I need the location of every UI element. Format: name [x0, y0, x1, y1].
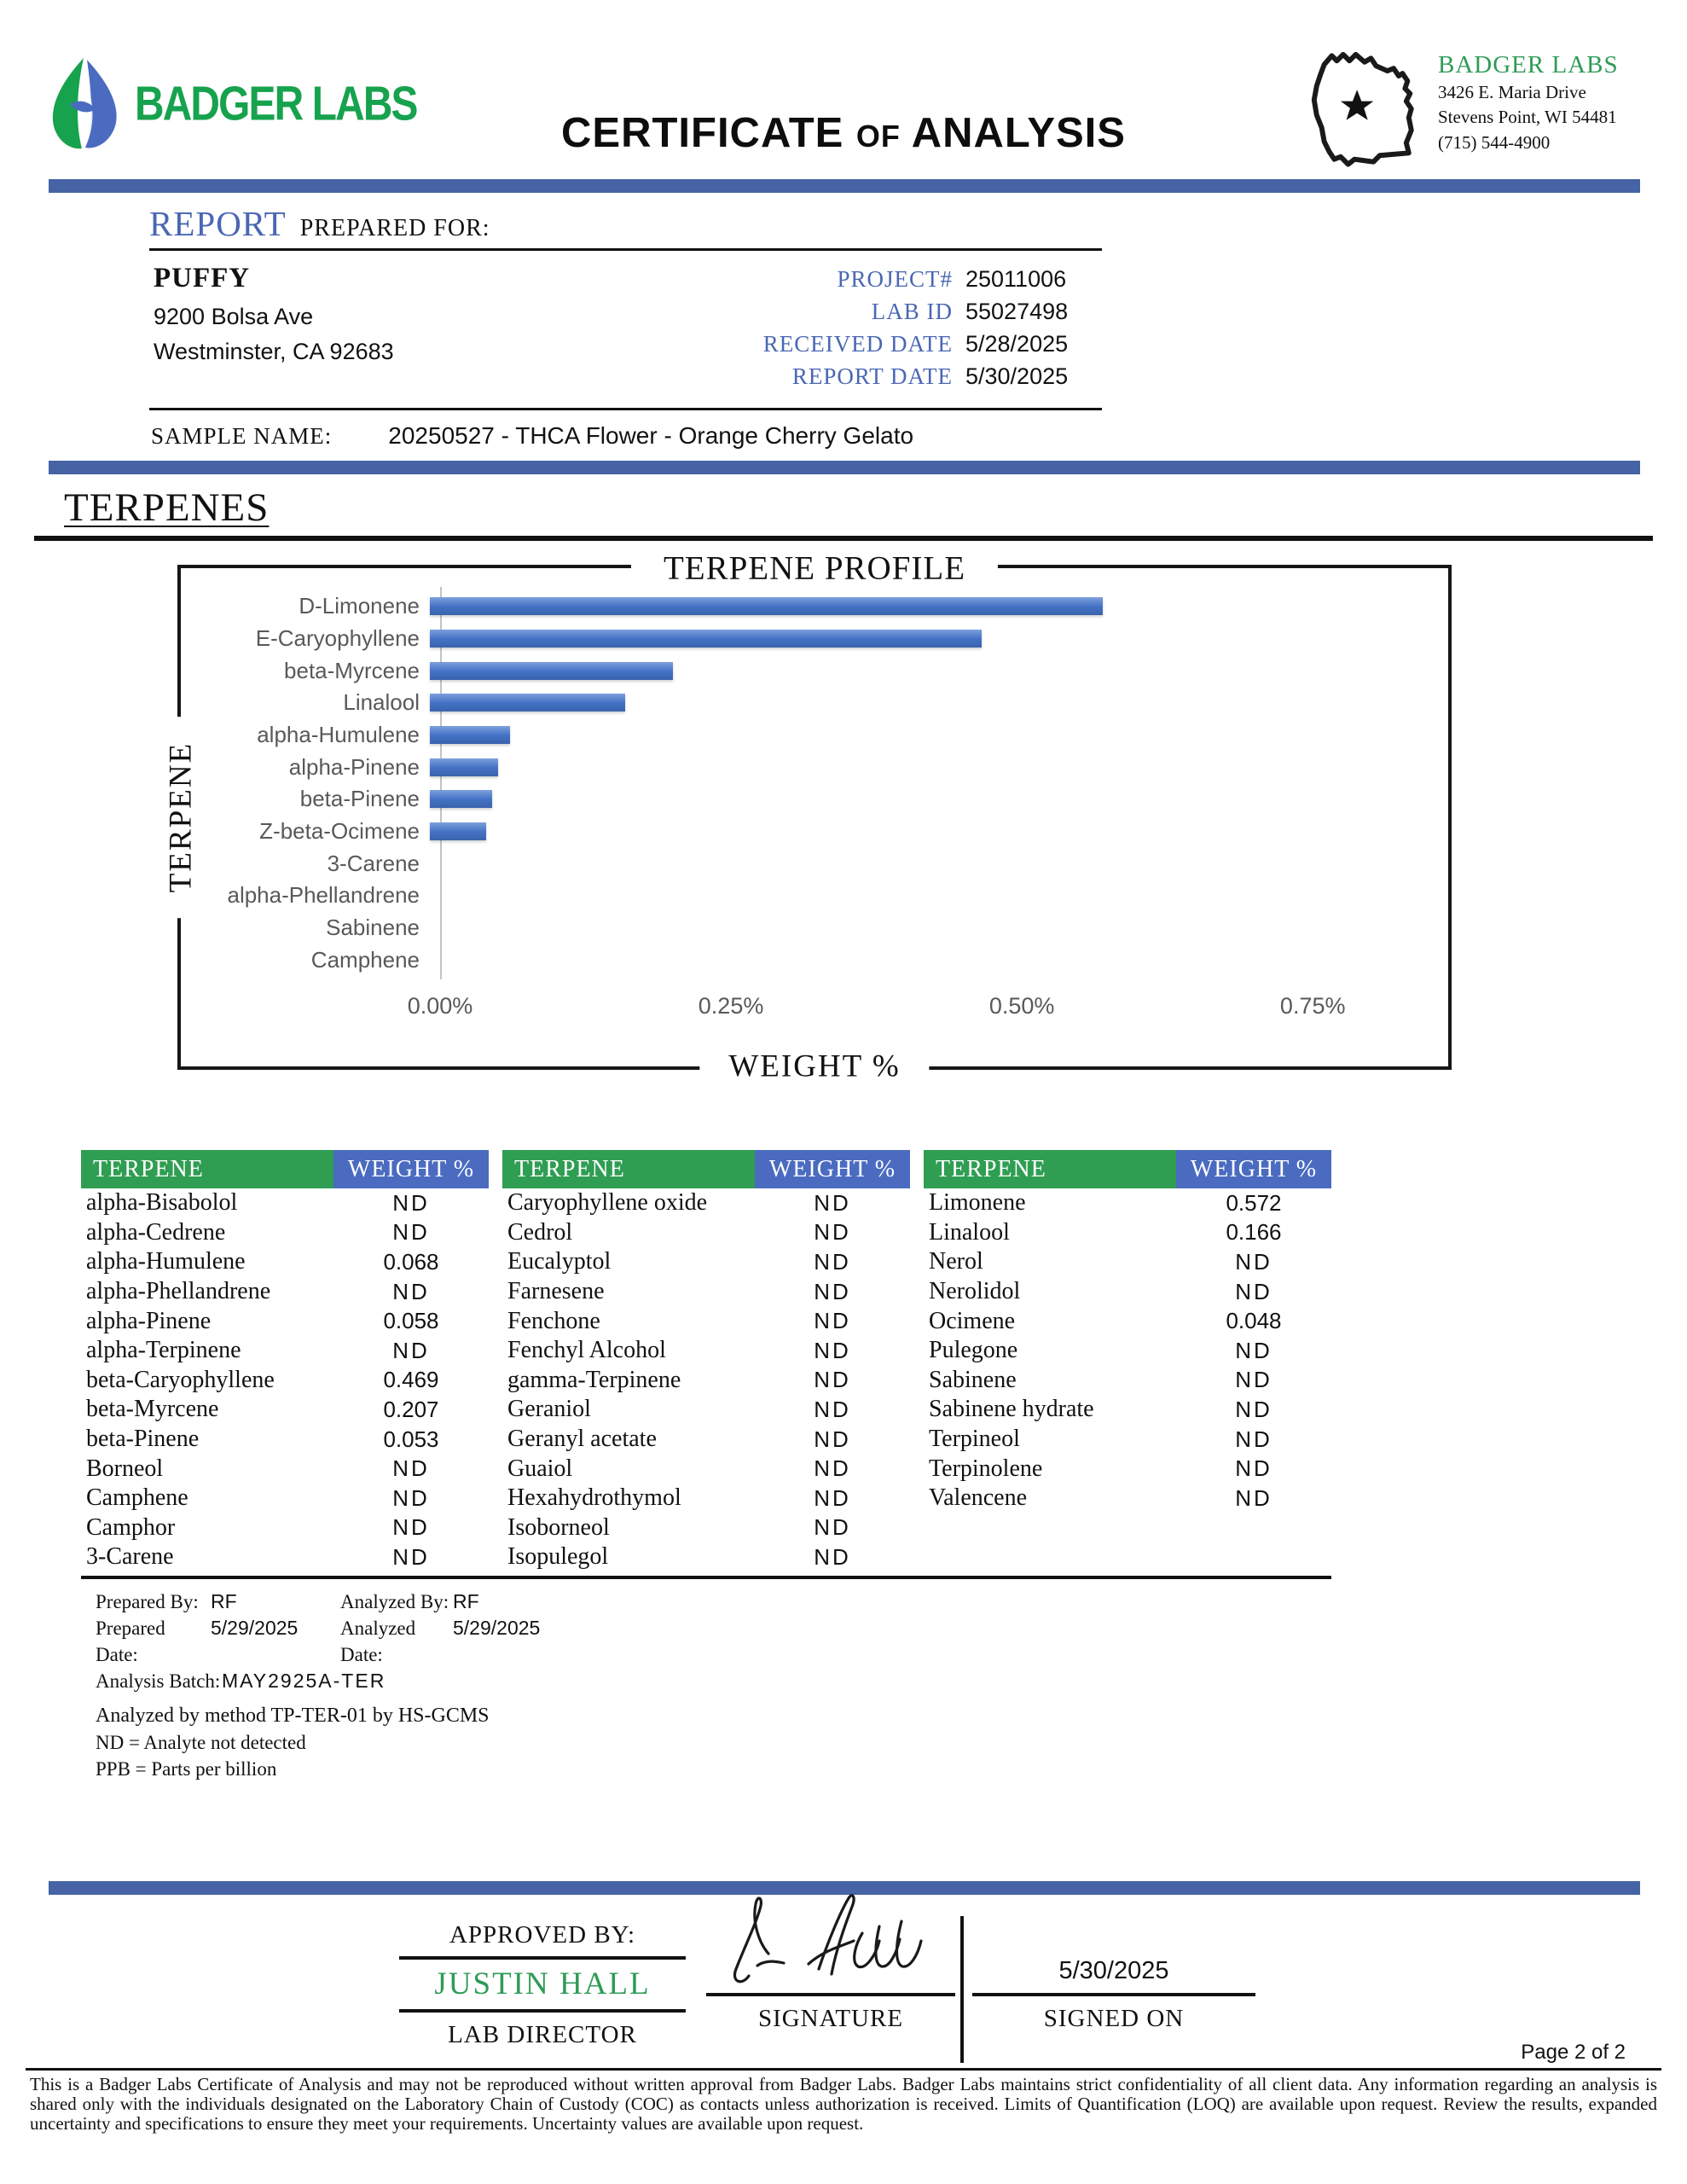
- table-row: [502, 1425, 910, 1455]
- approval-divider: [960, 1916, 964, 2063]
- chart-category-label: alpha-Humulene: [257, 722, 420, 748]
- analyzed-by-label: Analyzed By:: [340, 1591, 449, 1612]
- terpene-name: Fenchyl Alcohol: [507, 1337, 666, 1364]
- footer-rule: [26, 2068, 1661, 2071]
- analyzed-by-value: RF: [453, 1590, 479, 1612]
- chart-row: [188, 912, 1417, 944]
- chart-category-label: beta-Pinene: [299, 786, 420, 812]
- prepared-date-label: Prepared Date:: [96, 1618, 165, 1665]
- approved-by-block: [399, 1921, 686, 2049]
- terpene-weight-value: 0.058: [383, 1308, 439, 1334]
- chart-row: [188, 751, 1417, 783]
- chart-bar-track: [430, 719, 1417, 752]
- analysis-meta-block: [96, 1589, 863, 1782]
- terpene-weight-value: 0.166: [1226, 1219, 1282, 1246]
- terpene-name: Ocimene: [929, 1307, 1016, 1334]
- report-field-value: 5/30/2025: [965, 363, 1069, 389]
- table-row: [924, 1306, 1331, 1336]
- terpene-name: Limonene: [929, 1189, 1026, 1217]
- table-row: [502, 1277, 910, 1307]
- report-field-row: [733, 328, 1102, 360]
- terpene-name: Geraniol: [507, 1396, 591, 1423]
- terpene-name: beta-Myrcene: [86, 1396, 219, 1423]
- chart-bar-track: [430, 654, 1417, 687]
- logo-wordmark: BADGER LABS: [135, 77, 417, 131]
- table-row: [502, 1542, 910, 1572]
- report-heading-prepared-for: PREPARED FOR:: [299, 215, 490, 241]
- leaf-logo-icon: [44, 55, 126, 154]
- chart-row: [188, 654, 1417, 687]
- table-row: [502, 1366, 910, 1396]
- table-row: [81, 1277, 489, 1307]
- report-field-row: [733, 263, 1102, 295]
- chart-bar: [430, 758, 498, 776]
- terpene-weight-value: ND: [392, 1219, 430, 1246]
- terpene-weight-value: ND: [392, 1514, 430, 1541]
- table-row: [502, 1188, 910, 1218]
- terpene-weight-value: 0.207: [383, 1396, 439, 1422]
- chart-row: [188, 687, 1417, 719]
- signed-on-rule: [972, 1993, 1255, 1996]
- report-fields: [733, 263, 1102, 392]
- table-header-weight: WEIGHT %: [755, 1150, 910, 1188]
- x-tick-label: 0.75%: [1279, 993, 1346, 1019]
- table-row: [81, 1513, 489, 1543]
- ppb-note: PPB = Parts per billion: [96, 1758, 277, 1780]
- terpene-name: Nerolidol: [929, 1278, 1021, 1305]
- chart-category-label: alpha-Pinene: [288, 753, 420, 780]
- lab-phone: (715) 544-4900: [1438, 131, 1551, 153]
- terpene-name: Nerol: [929, 1248, 983, 1275]
- terpene-weight-value: ND: [1235, 1367, 1272, 1393]
- terpene-weight-value: ND: [814, 1396, 851, 1422]
- terpenes-title: TERPENES: [64, 485, 270, 530]
- chart-bar: [430, 662, 673, 680]
- analyzed-date-label: Analyzed Date:: [340, 1618, 416, 1665]
- chart-row: [188, 590, 1417, 623]
- terpene-weight-value: ND: [1235, 1248, 1272, 1275]
- chart-category-label: alpha-Phellandrene: [227, 882, 420, 909]
- terpene-weight-value: ND: [392, 1189, 430, 1216]
- prepared-analyzed-date-row: [96, 1615, 863, 1668]
- client-address-line1: 9200 Bolsa Ave: [154, 304, 314, 329]
- terpene-weight-value: ND: [1235, 1426, 1272, 1452]
- terpene-subtable: [924, 1150, 1331, 1572]
- lab-address-line1: 3426 E. Maria Drive: [1438, 82, 1586, 102]
- terpene-name: Camphene: [86, 1484, 188, 1512]
- client-address: [154, 299, 733, 369]
- table-header-terpene: TERPENE: [81, 1150, 333, 1188]
- chart-row: [188, 783, 1417, 816]
- report-field-value: 5/28/2025: [965, 331, 1069, 357]
- terpene-weight-value: ND: [814, 1337, 851, 1363]
- chart-title: TERPENE PROFILE: [631, 549, 998, 588]
- table-row: [924, 1366, 1331, 1396]
- table-row: [502, 1306, 910, 1336]
- table-row: [924, 1247, 1331, 1277]
- terpene-name: Isopulegol: [507, 1543, 609, 1571]
- terpene-weight-value: ND: [814, 1455, 851, 1482]
- lab-address-block: [1296, 44, 1619, 171]
- terpenes-section-heading: [34, 485, 1653, 541]
- table-row: [924, 1218, 1331, 1248]
- table-row: [924, 1277, 1331, 1307]
- table-row: [81, 1366, 489, 1396]
- terpene-name: Camphor: [86, 1513, 176, 1541]
- table-row: [81, 1454, 489, 1484]
- chart-row: [188, 880, 1417, 912]
- terpene-weight-value: ND: [814, 1514, 851, 1541]
- method-note: Analyzed by method TP-TER-01 by HS-GCMS: [96, 1705, 490, 1727]
- terpene-name: Caryophyllene oxide: [507, 1189, 708, 1217]
- table-header-row: [924, 1150, 1331, 1188]
- terpene-weight-value: ND: [392, 1337, 430, 1363]
- terpene-name: Eucalyptol: [507, 1248, 612, 1275]
- x-tick-label: 0.50%: [988, 993, 1055, 1019]
- report-field-label: RECEIVED DATE: [762, 331, 953, 357]
- chart-bar: [430, 597, 1103, 615]
- analysis-batch-label: Analysis Batch:: [96, 1670, 221, 1692]
- chart-bar-track: [430, 944, 1417, 976]
- terpene-name: Geranyl acetate: [507, 1426, 657, 1453]
- terpene-weight-value: ND: [814, 1219, 851, 1246]
- chart-bar-track: [430, 816, 1417, 848]
- table-row: [924, 1484, 1331, 1513]
- badger-labs-logo: [44, 55, 441, 154]
- terpene-weight-value: ND: [1235, 1484, 1272, 1511]
- prepared-by-value: RF: [211, 1590, 237, 1612]
- terpene-name: Fenchone: [507, 1307, 600, 1334]
- chart-y-axis-title: TERPENE: [163, 717, 200, 918]
- terpene-name: Terpinolene: [929, 1455, 1043, 1482]
- terpene-weight-value: ND: [814, 1543, 851, 1570]
- report-info-section: [149, 203, 1102, 450]
- chart-category-label: beta-Myrcene: [284, 657, 420, 683]
- chart-bar-track: [430, 912, 1417, 944]
- table-row: [502, 1484, 910, 1513]
- client-address-line2: Westminster, CA 92683: [154, 338, 394, 364]
- report-heading: [149, 203, 1102, 251]
- terpene-weight-value: ND: [392, 1484, 430, 1511]
- terpene-subtable: [81, 1150, 489, 1572]
- terpene-name: Cedrol: [507, 1218, 573, 1246]
- terpene-weight-value: 0.469: [383, 1367, 439, 1393]
- signature-label: SIGNATURE: [757, 2005, 904, 2032]
- terpene-name: Isoborneol: [507, 1513, 610, 1541]
- terpene-weight-value: ND: [392, 1278, 430, 1304]
- table-header-row: [81, 1150, 489, 1188]
- terpene-weight-value: 0.048: [1226, 1308, 1282, 1334]
- terpene-name: Valencene: [929, 1484, 1028, 1512]
- table-row: [81, 1336, 489, 1366]
- chart-bar-track: [430, 687, 1417, 719]
- prepared-by-label: Prepared By:: [96, 1591, 199, 1612]
- chart-row: [188, 847, 1417, 880]
- table-row: [502, 1336, 910, 1366]
- chart-row: [188, 816, 1417, 848]
- terpene-name: Hexahydrothymol: [507, 1484, 681, 1512]
- lab-contact-text: [1438, 51, 1619, 154]
- terpene-name: Pulegone: [929, 1337, 1018, 1364]
- terpene-name: 3-Carene: [86, 1543, 174, 1571]
- signed-on-label: SIGNED ON: [1043, 2005, 1185, 2032]
- table-row: [924, 1336, 1331, 1366]
- terpene-results-table: [81, 1150, 1331, 1572]
- table-row: [81, 1218, 489, 1248]
- terpene-weight-value: ND: [1235, 1455, 1272, 1482]
- report-heading-report: REPORT: [149, 204, 287, 243]
- terpene-name: Sabinene: [929, 1366, 1017, 1393]
- chart-bar-track: [430, 783, 1417, 816]
- client-info: [149, 263, 733, 392]
- terpene-weight-value: ND: [814, 1278, 851, 1304]
- terpene-name: Farnesene: [507, 1278, 605, 1305]
- terpene-weight-value: ND: [392, 1455, 430, 1482]
- terpene-weight-value: ND: [814, 1426, 851, 1452]
- report-field-label: PROJECT#: [837, 266, 953, 292]
- table-header-weight: WEIGHT %: [333, 1150, 489, 1188]
- chart-row: [188, 944, 1417, 976]
- terpene-name: alpha-Pinene: [86, 1307, 212, 1334]
- chart-bar: [430, 790, 492, 808]
- analyzed-date-value: 5/29/2025: [453, 1617, 541, 1639]
- terpene-name: alpha-Terpinene: [86, 1337, 241, 1364]
- chart-category-label: Camphene: [310, 946, 420, 973]
- chart-bar: [430, 822, 486, 840]
- separator-bar-top: [49, 179, 1640, 193]
- chart-x-axis-title: WEIGHT %: [699, 1048, 929, 1085]
- sample-name-value: 20250527 - THCA Flower - Orange Cherry Gelato: [388, 422, 914, 449]
- terpene-name: Borneol: [86, 1455, 164, 1482]
- terpene-weight-value: ND: [814, 1248, 851, 1275]
- table-bottom-rule: [81, 1576, 1331, 1579]
- report-field-row: [733, 360, 1102, 392]
- terpene-name: alpha-Bisabolol: [86, 1189, 238, 1217]
- table-row: [924, 1454, 1331, 1484]
- table-row: [81, 1542, 489, 1572]
- terpene-subtable: [502, 1150, 910, 1572]
- prepared-analyzed-by-row: [96, 1589, 863, 1615]
- table-row: [924, 1395, 1331, 1425]
- chart-category-label: Z-beta-Ocimene: [259, 818, 420, 845]
- chart-bar: [430, 694, 625, 712]
- terpene-weight-value: 0.572: [1226, 1189, 1282, 1216]
- chart-bar: [430, 726, 510, 744]
- client-name: PUFFY: [154, 263, 251, 293]
- table-row: [502, 1218, 910, 1248]
- table-header-terpene: TERPENE: [924, 1150, 1176, 1188]
- table-row: [502, 1513, 910, 1543]
- terpene-weight-value: 0.053: [383, 1426, 439, 1452]
- table-row: [502, 1247, 910, 1277]
- chart-bar-track: [430, 751, 1417, 783]
- chart-category-label: 3-Carene: [327, 850, 420, 876]
- terpene-weight-value: 0.068: [383, 1248, 439, 1275]
- terpene-weight-value: ND: [814, 1189, 851, 1216]
- chart-category-label: Sabinene: [326, 915, 420, 941]
- chart-category-label: Linalool: [343, 689, 420, 716]
- table-header-row: [502, 1150, 910, 1188]
- table-row: [81, 1188, 489, 1218]
- terpene-name: Terpineol: [929, 1426, 1020, 1453]
- terpene-weight-value: ND: [814, 1367, 851, 1393]
- x-tick-label: 0.00%: [407, 993, 473, 1019]
- report-field-row: [733, 295, 1102, 328]
- terpene-name: Guaiol: [507, 1455, 573, 1482]
- chart-xticks: [407, 993, 1417, 1022]
- page-number: Page 2 of 2: [1521, 2041, 1626, 2064]
- report-field-value: 25011006: [965, 266, 1067, 292]
- wisconsin-state-icon: [1296, 44, 1433, 171]
- terpene-name: gamma-Terpinene: [507, 1366, 681, 1393]
- table-header-weight: WEIGHT %: [1176, 1150, 1331, 1188]
- chart-row: [188, 623, 1417, 655]
- lab-name: BADGER LABS: [1438, 51, 1619, 78]
- report-content: [149, 251, 1102, 410]
- terpene-weight-value: ND: [392, 1543, 430, 1570]
- approver-name: JUSTIN HALL: [399, 1960, 686, 2013]
- terpene-name: alpha-Phellandrene: [86, 1278, 271, 1305]
- signature-rule: [706, 1993, 955, 1996]
- table-header-terpene: TERPENE: [502, 1150, 755, 1188]
- terpene-name: alpha-Cedrene: [86, 1218, 226, 1246]
- table-row: [924, 1425, 1331, 1455]
- x-tick-label: 0.25%: [698, 993, 764, 1019]
- table-row: [81, 1247, 489, 1277]
- terpene-name: alpha-Humulene: [86, 1248, 246, 1275]
- signed-on-date: 5/30/2025: [1058, 1957, 1169, 1984]
- signature-image: [723, 1892, 952, 1991]
- terpene-weight-value: ND: [814, 1484, 851, 1511]
- approver-title: LAB DIRECTOR: [448, 2021, 637, 2048]
- lab-address-line2: Stevens Point, WI 54481: [1438, 107, 1617, 128]
- table-row: [924, 1188, 1331, 1218]
- chart-category-label: E-Caryophyllene: [255, 625, 420, 651]
- chart-rows: [188, 590, 1417, 976]
- chart-bar: [430, 630, 982, 648]
- terpene-name: beta-Caryophyllene: [86, 1366, 275, 1393]
- prepared-date-value: 5/29/2025: [211, 1617, 299, 1639]
- terpene-weight-value: ND: [814, 1308, 851, 1334]
- separator-bar-middle: [49, 461, 1640, 474]
- chart-bar-track: [430, 623, 1417, 655]
- terpene-name: Sabinene hydrate: [929, 1396, 1094, 1423]
- report-field-label: LAB ID: [871, 299, 953, 324]
- terpene-weight-value: ND: [1235, 1396, 1272, 1422]
- page-title: CERTIFICATE OF ANALYSIS: [561, 110, 1126, 156]
- nd-note: ND = Analyte not detected: [96, 1732, 306, 1754]
- report-field-value: 55027498: [965, 299, 1069, 324]
- table-row: [81, 1425, 489, 1455]
- table-row: [81, 1484, 489, 1513]
- chart-bar-track: [430, 880, 1417, 912]
- analysis-batch-value: MAY2925A-TER: [222, 1670, 386, 1692]
- sample-name-label: SAMPLE NAME:: [151, 423, 333, 449]
- analysis-batch-row: [96, 1668, 863, 1694]
- chart-bar-track: [430, 590, 1417, 623]
- terpene-weight-value: ND: [1235, 1337, 1272, 1363]
- chart-row: [188, 719, 1417, 752]
- sample-name-row: [149, 410, 1102, 450]
- terpene-name: beta-Pinene: [86, 1426, 200, 1453]
- terpene-profile-chart: [163, 549, 1452, 1084]
- terpene-weight-value: ND: [1235, 1278, 1272, 1304]
- table-row: [81, 1395, 489, 1425]
- chart-category-label: D-Limonene: [299, 593, 420, 619]
- terpene-name: Linalool: [929, 1218, 1010, 1246]
- chart-bar-track: [430, 847, 1417, 880]
- table-row: [502, 1395, 910, 1425]
- table-row: [502, 1454, 910, 1484]
- disclaimer-text: This is a Badger Labs Certificate of Analysis and may not be reproduced without written approval from Badger Labs. Badger Labs maintains strict confidentiality of all client data. Any information regarding an analysis is shared only with the individuals designated on the Laboratory Chain of Custody (COC) as contacts unless authorization is received. Limits of Quantification (LOQ) are available upon request. Review the results, expanded uncertainty and specifications to ensure they meet your requirements. Uncertainty values are available upon request.: [30, 2074, 1657, 2134]
- approved-by-label: APPROVED BY:: [399, 1921, 686, 1960]
- table-row: [81, 1306, 489, 1336]
- report-field-label: REPORT DATE: [791, 363, 953, 389]
